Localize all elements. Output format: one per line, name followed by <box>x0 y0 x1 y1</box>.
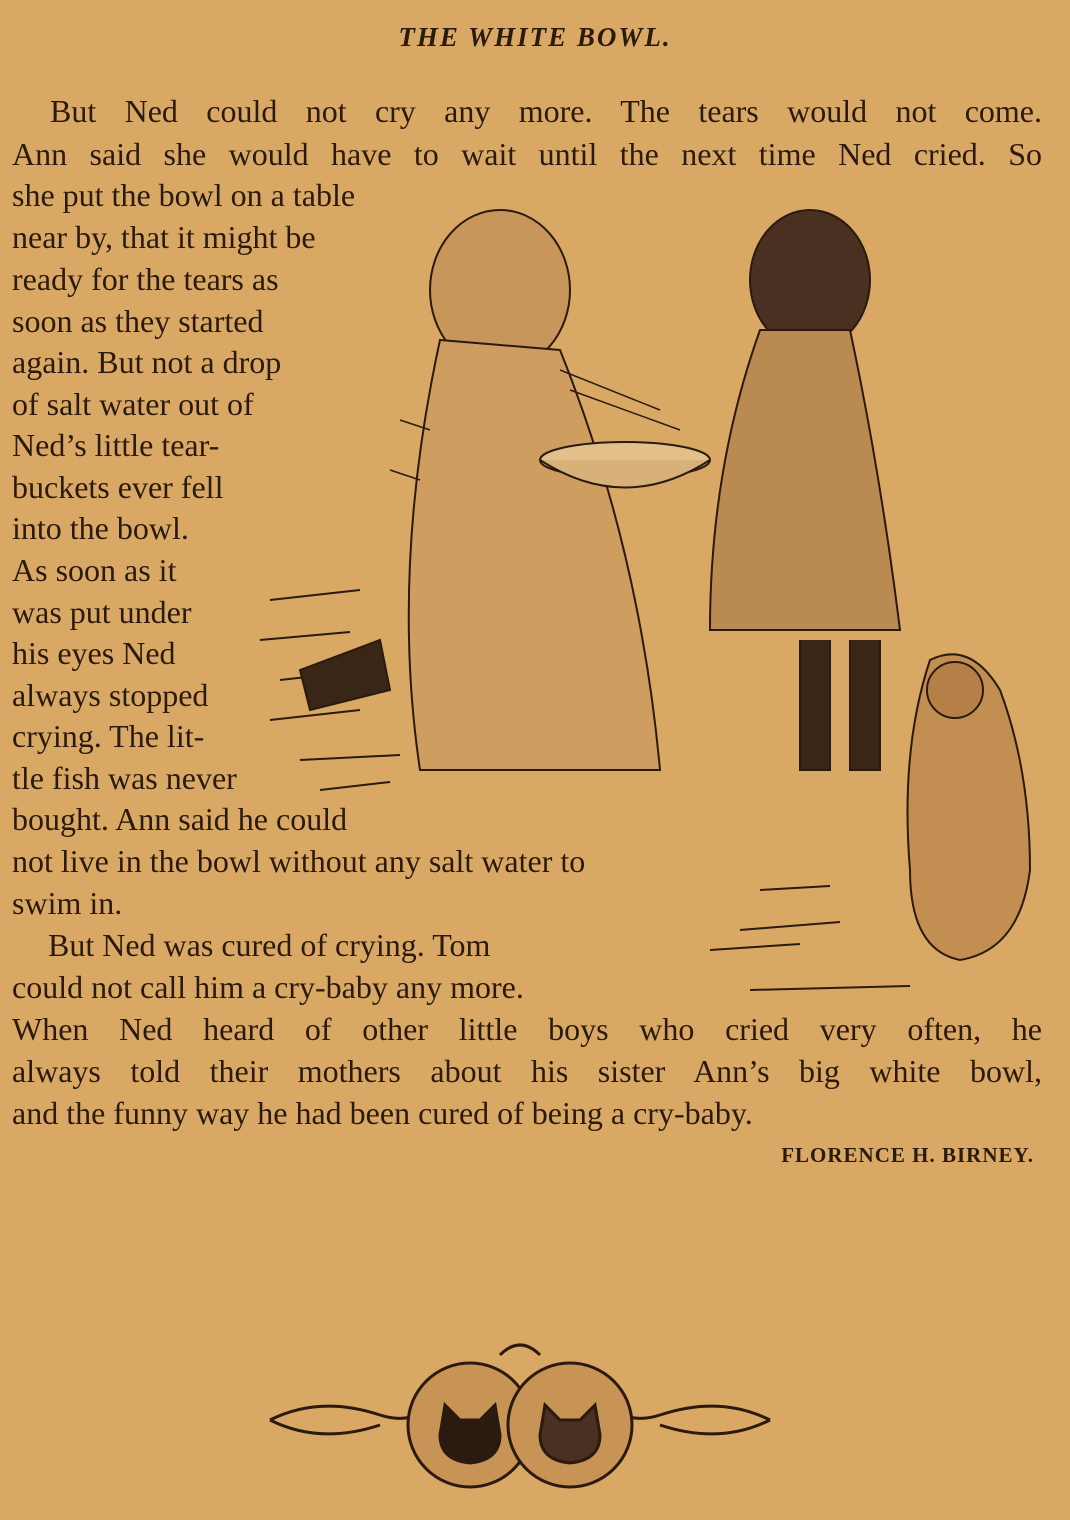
text-line: again. But not a drop <box>12 344 282 380</box>
text-line: bought. Ann said he could <box>12 801 348 837</box>
text-line: of salt water out of <box>12 386 254 422</box>
text-line: she put the bowl on a table <box>12 177 356 213</box>
text-line: swim in. <box>12 885 123 921</box>
text-line: his eyes Ned <box>12 635 176 671</box>
text-line: could not call him a cry-baby any more. <box>12 969 524 1005</box>
text-line: always told their mothers about his sister Ann’s big white bowl, <box>12 1053 1042 1089</box>
ornament-image <box>260 1335 780 1505</box>
text-line: buckets ever fell <box>12 469 224 505</box>
author-byline: FLORENCE H. BIRNEY. <box>781 1143 1034 1167</box>
text-line: As soon as it <box>12 552 177 588</box>
illustration-image <box>240 170 1070 1030</box>
text-line: tle fish was never <box>12 760 237 796</box>
text-line: and the funny way he had been cured of being a cry-baby. <box>12 1095 753 1131</box>
text-line: near by, that it might be <box>12 219 316 255</box>
page-title: THE WHITE BOWL. <box>398 22 672 52</box>
text-line: was put under <box>12 594 192 630</box>
text-line: not live in the bowl without any salt water to <box>12 843 586 879</box>
text-line: always stopped <box>12 677 209 713</box>
text-line: into the bowl. <box>12 510 189 546</box>
text-line: crying. The lit- <box>12 718 205 754</box>
text-line: When Ned heard of other little boys who cried very often, he <box>12 1011 1042 1047</box>
text-line: Ned’s little tear- <box>12 427 220 463</box>
text-line: soon as they started <box>12 303 264 339</box>
text-line: But Ned was cured of crying. Tom <box>48 927 491 963</box>
text-line: But Ned could not cry any more. The tears would not come. <box>50 93 1042 129</box>
text-line: ready for the tears as <box>12 261 279 297</box>
text-line: Ann said she would have to wait until the next time Ned cried. So <box>12 136 1042 172</box>
